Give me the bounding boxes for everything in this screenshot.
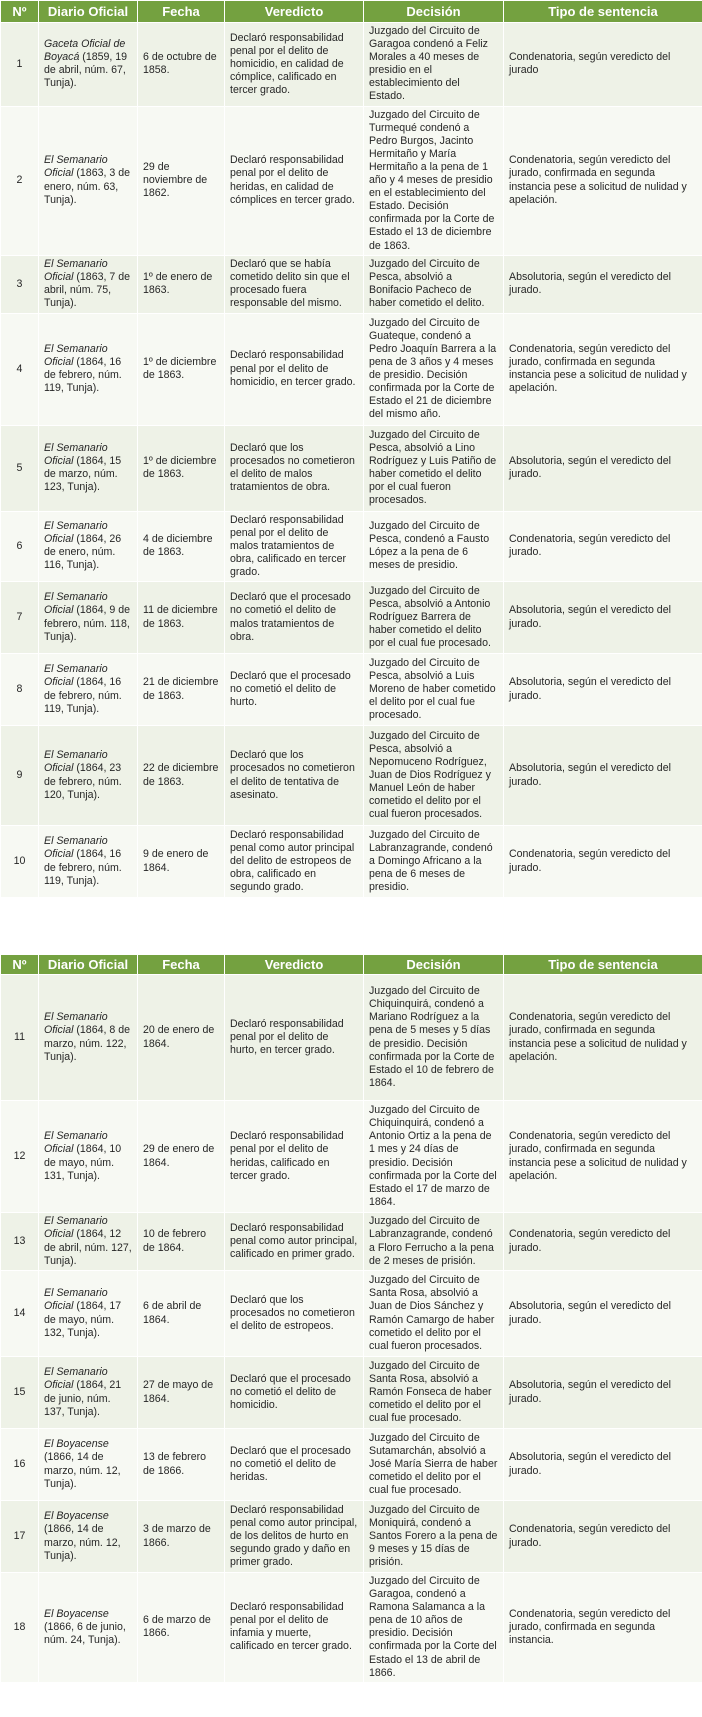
row-number: 13 — [1, 1213, 39, 1271]
diario-title: El Semanario Oficial — [44, 520, 108, 546]
diario-title: El Boyacense — [44, 1607, 109, 1620]
row-number: 9 — [1, 726, 39, 826]
veredicto-cell: Declaró responsabilidad penal por el delito de hurto, en tercer grado. — [225, 975, 364, 1101]
row-number: 8 — [1, 654, 39, 726]
diario-cell — [39, 1101, 138, 1213]
table-row — [1, 1501, 702, 1573]
decision-cell: Juzgado del Circuito de Pesca, absolvió a Lino Rodríguez y Luis Patiño de haber cometido el delito por el cual fueron procesados. — [364, 425, 504, 511]
diario-title: El Semanario Oficial — [44, 835, 108, 861]
diario-title: El Boyacense — [44, 1510, 109, 1523]
table-row — [1, 313, 702, 425]
table-row — [1, 425, 702, 511]
fecha-cell: 9 de enero de 1864. — [138, 826, 225, 898]
tipo-cell: Absolutoria, según el veredicto del jurado. — [504, 1429, 702, 1501]
diario-details: (1864, 23 de febrero, núm. 120, Tunja). — [44, 762, 122, 801]
decision-cell: Juzgado del Circuito de Pesca, absolvió a Bonifacio Pacheco de haber cometido el delito. — [364, 255, 504, 313]
row-number: 11 — [1, 975, 39, 1101]
diario-title: El Boyacense — [44, 1438, 109, 1451]
diario-cell — [39, 582, 138, 654]
diario-cell — [39, 1357, 138, 1429]
decision-cell: Juzgado del Circuito de Sutamarchán, absolvió a José María Sierra de haber cometido el delito por el cual fue procesado. — [364, 1429, 504, 1501]
table-row — [1, 23, 702, 107]
decision-cell: Juzgado del Circuito de Pesca, absolvió a Nepomuceno Rodríguez, Juan de Dios Rodríguez y Manuel León de haber cometido el delito por el cual fueron procesados. — [364, 726, 504, 826]
veredicto-cell: Declaró responsabilidad penal por el delito de heridas, calificado en tercer grado. — [225, 1101, 364, 1213]
diario-details: (1866, 14 de marzo, núm. 12, Tunja). — [44, 1451, 121, 1490]
row-number: 4 — [1, 313, 39, 425]
fecha-cell: 29 de noviembre de 1862. — [138, 106, 225, 255]
table-row — [1, 1213, 702, 1271]
diario-cell — [39, 1501, 138, 1573]
fecha-cell: 6 de abril de 1864. — [138, 1271, 225, 1357]
diario-title: El Semanario Oficial — [44, 441, 108, 467]
decision-cell: Juzgado del Circuito de Pesca, condenó a Fausto López a la pena de 6 meses de presidio. — [364, 511, 504, 581]
diario-details: (1864, 26 de enero, núm. 116, Tunja). — [44, 533, 122, 572]
fecha-cell: 3 de marzo de 1866. — [138, 1501, 225, 1573]
header-num: Nº — [1, 955, 39, 975]
header-tipo-sentencia: Tipo de sentencia — [504, 955, 702, 975]
diario-cell — [39, 1429, 138, 1501]
diario-cell — [39, 975, 138, 1101]
diario-title: El Semanario Oficial — [44, 749, 108, 775]
diario-title: El Semanario Oficial — [44, 663, 108, 689]
decision-cell: Juzgado del Circuito de Santa Rosa, absolvió a Ramón Fonseca de haber cometido el delito por el cual fue procesado. — [364, 1357, 504, 1429]
table-row — [1, 255, 702, 313]
veredicto-cell: Declaró que el procesado no cometió el delito de homicidio. — [225, 1357, 364, 1429]
diario-details: (1864, 21 de junio, núm. 137, Tunja). — [44, 1379, 122, 1418]
header-row — [1, 955, 702, 975]
diario-title: El Semanario Oficial — [44, 1287, 108, 1313]
decision-cell: Juzgado del Circuito de Chiquinquirá, condenó a Antonio Ortiz a la pena de 1 mes y 24 días de presidio. Decisión confirmada por la Corte del Estado el 17 de marzo de 1864. — [364, 1101, 504, 1213]
header-tipo-sentencia: Tipo de sentencia — [504, 1, 702, 23]
tipo-cell: Condenatoria, según veredicto del jurado. — [504, 826, 702, 898]
row-number: 16 — [1, 1429, 39, 1501]
decision-cell: Juzgado del Circuito de Moniquirá, condenó a Santos Forero a la pena de 9 meses y 15 días de prisión. — [364, 1501, 504, 1573]
sentences-table-part-2 — [0, 954, 702, 1683]
diario-details: (1859, 19 de abril, núm. 67, Tunja). — [44, 51, 128, 90]
diario-details: (1863, 7 de abril, núm. 75, Tunja). — [44, 271, 130, 310]
decision-cell: Juzgado del Circuito de Garagoa, condenó a Ramona Salamanca a la pena de 10 años de presidio. Decisión confirmada por la Corte del Estado el 13 de abril de 1866. — [364, 1573, 504, 1683]
diario-title: Gaceta Oficial de Boyacá — [44, 38, 126, 64]
tipo-cell: Absolutoria, según el veredicto del jurado. — [504, 1357, 702, 1429]
tipo-cell: Absolutoria, según el veredicto del jurado. — [504, 582, 702, 654]
diario-cell — [39, 726, 138, 826]
row-number: 14 — [1, 1271, 39, 1357]
veredicto-cell: Declaró que el procesado no cometió el delito de hurto. — [225, 654, 364, 726]
tipo-cell: Condenatoria, según veredicto del jurado. — [504, 1213, 702, 1271]
fecha-cell: 1º de enero de 1863. — [138, 255, 225, 313]
decision-cell: Juzgado del Circuito de Chiquinquirá, condenó a Mariano Rodríguez a la pena de 5 meses y 5 días de presidio. Decisión confirmada por la Corte de Estado el 10 de febrero de 1864. — [364, 975, 504, 1101]
row-number: 1 — [1, 23, 39, 107]
diario-cell — [39, 1213, 138, 1271]
fecha-cell: 29 de enero de 1864. — [138, 1101, 225, 1213]
header-fecha: Fecha — [138, 1, 225, 23]
table-row — [1, 654, 702, 726]
row-number: 5 — [1, 425, 39, 511]
diario-details: (1864, 9 de febrero, núm. 118, Tunja). — [44, 604, 130, 643]
decision-cell: Juzgado del Circuito de Labranzagrande, condenó a Floro Ferrucho a la pena de 2 meses de prisión. — [364, 1213, 504, 1271]
diario-details: (1866, 6 de junio, núm. 24, Tunja). — [44, 1620, 126, 1646]
table-row — [1, 582, 702, 654]
fecha-cell: 13 de febrero de 1866. — [138, 1429, 225, 1501]
veredicto-cell: Declaró responsabilidad penal como autor principal del delito de estropeos de obra, calificado en segundo grado. — [225, 826, 364, 898]
tipo-cell: Absolutoria, según el veredicto del jurado. — [504, 425, 702, 511]
veredicto-cell: Declaró que los procesados no cometieron el delito de tentativa de asesinato. — [225, 726, 364, 826]
diario-cell — [39, 1573, 138, 1683]
table-row — [1, 1357, 702, 1429]
veredicto-cell: Declaró responsabilidad penal por el delito de homicidio, en calidad de cómplice, calificado en tercer grado. — [225, 23, 364, 107]
header-diario-oficial: Diario Oficial — [39, 955, 138, 975]
header-fecha: Fecha — [138, 955, 225, 975]
decision-cell: Juzgado del Circuito de Santa Rosa, absolvió a Juan de Dios Sánchez y Ramón Camargo de haber cometido el delito por el cual fueron procesados. — [364, 1271, 504, 1357]
diario-title: El Semanario Oficial — [44, 591, 108, 617]
row-number: 18 — [1, 1573, 39, 1683]
veredicto-cell: Declaró responsabilidad penal por el delito de homicidio, en tercer grado. — [225, 313, 364, 425]
veredicto-cell: Declaró responsabilidad penal por el delito de infamia y muerte, calificado en tercer grado. — [225, 1573, 364, 1683]
decision-cell: Juzgado del Circuito de Labranzagrande, condenó a Domingo Africano a la pena de 6 meses de presidio. — [364, 826, 504, 898]
diario-cell — [39, 106, 138, 255]
diario-details: (1864, 16 de febrero, núm. 119, Tunja). — [44, 356, 122, 395]
decision-cell: Juzgado del Circuito de Guateque, condenó a Pedro Joaquín Barrera a la pena de 3 años y 4 meses de presidio. Decisión confirmada por la Corte de Estado el 21 de diciembre del mismo año. — [364, 313, 504, 425]
veredicto-cell: Declaró que el procesado no cometió el delito de malos tratamientos de obra. — [225, 582, 364, 654]
header-decision: Decisión — [364, 955, 504, 975]
tipo-cell: Condenatoria, según veredicto del jurado. — [504, 1501, 702, 1573]
table-row — [1, 1101, 702, 1213]
diario-details: (1864, 12 de abril, núm. 127, Tunja). — [44, 1228, 132, 1267]
diario-title: El Semanario Oficial — [44, 257, 108, 283]
row-number: 17 — [1, 1501, 39, 1573]
tipo-cell: Condenatoria, según veredicto del jurado, confirmada en segunda instancia pese a solicitud de nulidad y apelación. — [504, 313, 702, 425]
tipo-cell: Condenatoria, según veredicto del jurado, confirmada en segunda instancia. — [504, 1573, 702, 1683]
fecha-cell: 6 de marzo de 1866. — [138, 1573, 225, 1683]
diario-cell — [39, 425, 138, 511]
header-veredicto: Veredicto — [225, 955, 364, 975]
table-row — [1, 975, 702, 1101]
table-row — [1, 1573, 702, 1683]
diario-cell — [39, 255, 138, 313]
decision-cell: Juzgado del Circuito de Garagoa condenó a Feliz Morales a 40 meses de presidio en el establecimiento del Estado. — [364, 23, 504, 107]
diario-title: El Semanario Oficial — [44, 1366, 108, 1392]
diario-details: (1866, 14 de marzo, núm. 12, Tunja). — [44, 1523, 121, 1562]
diario-details: (1864, 16 de febrero, núm. 119, Tunja). — [44, 848, 122, 887]
header-veredicto: Veredicto — [225, 1, 364, 23]
header-diario-oficial: Diario Oficial — [39, 1, 138, 23]
tipo-cell: Absolutoria, según el veredicto del jurado. — [504, 726, 702, 826]
table-row — [1, 511, 702, 581]
tipo-cell: Condenatoria, según veredicto del jurado, confirmada en segunda instancia pese a solicitud de nulidad y apelación. — [504, 106, 702, 255]
diario-cell — [39, 23, 138, 107]
table-row — [1, 1271, 702, 1357]
veredicto-cell: Declaró que el procesado no cometió el delito de heridas. — [225, 1429, 364, 1501]
row-number: 12 — [1, 1101, 39, 1213]
table-row — [1, 1429, 702, 1501]
fecha-cell: 10 de febrero de 1864. — [138, 1213, 225, 1271]
header-row — [1, 1, 702, 23]
diario-cell — [39, 1271, 138, 1357]
veredicto-cell: Declaró que los procesados no cometieron el delito de estropeos. — [225, 1271, 364, 1357]
diario-title: El Semanario Oficial — [44, 342, 108, 368]
fecha-cell: 1º de diciembre de 1863. — [138, 313, 225, 425]
decision-cell: Juzgado del Circuito de Pesca, absolvió a Antonio Rodríguez Barrera de haber cometido el delito por el cual fue procesado. — [364, 582, 504, 654]
tipo-cell: Condenatoria, según veredicto del jurado. — [504, 511, 702, 581]
diario-cell — [39, 313, 138, 425]
decision-cell: Juzgado del Circuito de Pesca, absolvió a Luis Moreno de haber cometido el delito por el cual fue procesado. — [364, 654, 504, 726]
row-number: 10 — [1, 826, 39, 898]
veredicto-cell: Declaró que los procesados no cometieron el delito de malos tratamientos de obra. — [225, 425, 364, 511]
tipo-cell: Condenatoria, según veredicto del jurado, confirmada en segunda instancia pese a solicitud de nulidad y apelación. — [504, 1101, 702, 1213]
diario-details: (1864, 10 de mayo, núm. 131, Tunja). — [44, 1143, 122, 1182]
fecha-cell: 27 de mayo de 1864. — [138, 1357, 225, 1429]
table-row — [1, 726, 702, 826]
diario-cell — [39, 511, 138, 581]
decision-cell: Juzgado del Circuito de Turmequé condenó a Pedro Burgos, Jacinto Hermitaño y María Hermitaño a la pena de 1 año y 4 meses de presidio en el establecimiento del Estado. Decisión confirmada por la Corte de Estado el 13 de diciembre de 1863. — [364, 106, 504, 255]
row-number: 2 — [1, 106, 39, 255]
diario-cell — [39, 654, 138, 726]
fecha-cell: 22 de diciembre de 1863. — [138, 726, 225, 826]
tipo-cell: Condenatoria, según veredicto del jurado, confirmada en segunda instancia pese a solicitud de nulidad y apelación. — [504, 975, 702, 1101]
table-row — [1, 106, 702, 255]
diario-title: El Semanario Oficial — [44, 1215, 108, 1241]
veredicto-cell: Declaró responsabilidad penal por el delito de heridas, en calidad de cómplices en tercer grado. — [225, 106, 364, 255]
veredicto-cell: Declaró que se había cometido delito sin que el procesado fuera responsable del mismo. — [225, 255, 364, 313]
diario-details: (1863, 3 de enero, núm. 63, Tunja). — [44, 167, 130, 206]
header-num: Nº — [1, 1, 39, 23]
header-decision: Decisión — [364, 1, 504, 23]
veredicto-cell: Declaró responsabilidad penal como autor principal, de los delitos de hurto en segundo grado y daño en primer grado. — [225, 1501, 364, 1573]
row-number: 6 — [1, 511, 39, 581]
diario-title: El Semanario Oficial — [44, 1011, 108, 1037]
diario-details: (1864, 8 de marzo, núm. 122, Tunja). — [44, 1024, 130, 1063]
diario-details: (1864, 17 de mayo, núm. 132, Tunja). — [44, 1300, 122, 1339]
diario-title: El Semanario Oficial — [44, 154, 108, 180]
table-row — [1, 826, 702, 898]
tipo-cell: Absolutoria, según el veredicto del jurado. — [504, 255, 702, 313]
diario-details: (1864, 15 de marzo, núm. 123, Tunja). — [44, 455, 122, 494]
fecha-cell: 4 de diciembre de 1863. — [138, 511, 225, 581]
fecha-cell: 21 de diciembre de 1863. — [138, 654, 225, 726]
fecha-cell: 6 de octubre de 1858. — [138, 23, 225, 107]
diario-title: El Semanario Oficial — [44, 1130, 108, 1156]
diario-details: (1864, 16 de febrero, núm. 119, Tunja). — [44, 676, 122, 715]
tipo-cell: Absolutoria, según el veredicto del jurado. — [504, 1271, 702, 1357]
row-number: 7 — [1, 582, 39, 654]
tipo-cell: Absolutoria, según el veredicto del jurado. — [504, 654, 702, 726]
fecha-cell: 1º de diciembre de 1863. — [138, 425, 225, 511]
veredicto-cell: Declaró responsabilidad penal como autor principal, calificado en primer grado. — [225, 1213, 364, 1271]
row-number: 15 — [1, 1357, 39, 1429]
veredicto-cell: Declaró responsabilidad penal por el delito de malos tratamientos de obra, calificado en tercer grado. — [225, 511, 364, 581]
row-number: 3 — [1, 255, 39, 313]
fecha-cell: 11 de diciembre de 1863. — [138, 582, 225, 654]
fecha-cell: 20 de enero de 1864. — [138, 975, 225, 1101]
diario-cell — [39, 826, 138, 898]
tipo-cell: Condenatoria, según veredicto del jurado — [504, 23, 702, 107]
